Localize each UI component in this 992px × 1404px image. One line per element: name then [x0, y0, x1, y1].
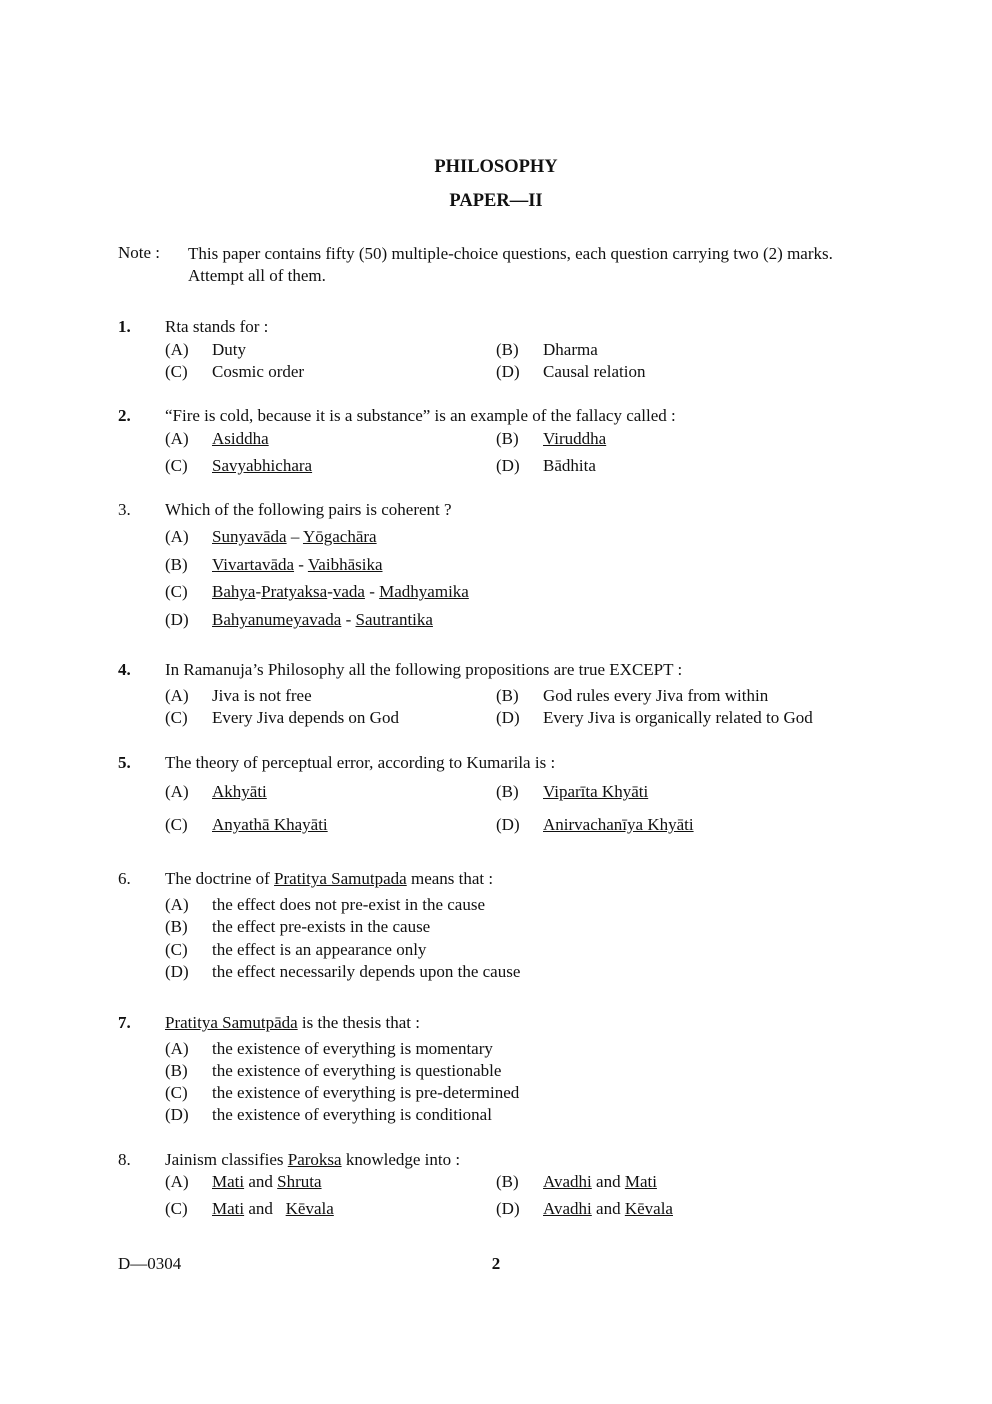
option-c: (C) Mati and Kēvala: [165, 1199, 334, 1218]
question-number: 8.: [118, 1150, 131, 1169]
option-c: (C) Every Jiva depends on God: [165, 708, 399, 727]
note-label: Note :: [118, 243, 161, 262]
page-number: 2: [491, 1254, 501, 1273]
paper-code: D—0304: [118, 1254, 182, 1273]
option-d: (D) the effect necessarily depends upon the cause: [165, 962, 521, 981]
paper-title: PHILOSOPHY: [434, 157, 558, 177]
question-number: 1.: [118, 317, 131, 336]
option-a: (A) Mati and Shruta: [165, 1172, 322, 1191]
option-d: (D) Bahyanumeyavada - Sautrantika: [165, 610, 433, 629]
question-number: 6.: [118, 869, 131, 888]
option-c: (C) Anyathā Khayāti: [165, 815, 328, 834]
option-a: (A) Duty: [165, 340, 246, 359]
question-text: Rta stands for :: [165, 317, 269, 336]
option-b: (B) the existence of everything is questionable: [165, 1061, 502, 1080]
option-c: (C) Bahya-Pratyaksa-vada - Madhyamika: [165, 582, 469, 601]
question-text: In Ramanuja’s Philosophy all the following propositions are true EXCEPT :: [165, 660, 683, 679]
option-a: (A) Jiva is not free: [165, 686, 312, 705]
option-a: (A) Asiddha: [165, 429, 269, 448]
question-number: 7.: [118, 1013, 131, 1032]
option-d: (D) the existence of everything is conditional: [165, 1105, 492, 1124]
option-c: (C) the effect is an appearance only: [165, 940, 427, 959]
question-text: Which of the following pairs is coherent ?: [165, 500, 452, 519]
option-d: (D) Causal relation: [496, 362, 646, 381]
paper-subtitle: PAPER—II: [449, 191, 543, 211]
question-number: 3.: [118, 500, 131, 519]
option-b: (B) God rules every Jiva from within: [496, 686, 769, 705]
option-a: (A) the effect does not pre-exist in the cause: [165, 895, 485, 914]
question-text: The theory of perceptual error, according to Kumarila is :: [165, 753, 556, 772]
option-b: (B) the effect pre-exists in the cause: [165, 917, 431, 936]
question-number: 4.: [118, 660, 131, 679]
option-a: (A) the existence of everything is momentary: [165, 1039, 493, 1058]
option-d: (D) Anirvachanīya Khyāti: [496, 815, 694, 834]
option-b: (B) Dharma: [496, 340, 598, 359]
option-b: (B) Viruddha: [496, 429, 607, 448]
option-b: (B) Vivartavāda - Vaibhāsika: [165, 555, 383, 574]
question-number: 2.: [118, 406, 131, 425]
option-c: (C) Cosmic order: [165, 362, 305, 381]
option-b: (B) Avadhi and Mati: [496, 1172, 657, 1191]
option-a: (A) Sunyavāda – Yōgachāra: [165, 527, 377, 546]
question-text: The doctrine of Pratitya Samutpada means that :: [165, 869, 494, 888]
option-d: (D) Avadhi and Kēvala: [496, 1199, 673, 1218]
option-c: (C) the existence of everything is pre-determined: [165, 1083, 520, 1102]
option-d: (D) Bādhita: [496, 456, 596, 475]
option-d: (D) Every Jiva is organically related to God: [496, 708, 813, 727]
option-a: (A) Akhyāti: [165, 782, 267, 801]
question-text: Jainism classifies Paroksa knowledge into :: [165, 1150, 461, 1169]
option-c: (C) Savyabhichara: [165, 456, 313, 475]
question-text: “Fire is cold, because it is a substance” is an example of the fallacy called :: [165, 406, 676, 425]
note-text: This paper contains fifty (50) multiple-choice questions, each question carrying two (2) marks. Attempt all of them.: [188, 244, 833, 285]
question-number: 5.: [118, 753, 131, 772]
question-text: Pratitya Samutpāda is the thesis that :: [165, 1013, 420, 1032]
option-b: (B) Viparīta Khyāti: [496, 782, 649, 801]
